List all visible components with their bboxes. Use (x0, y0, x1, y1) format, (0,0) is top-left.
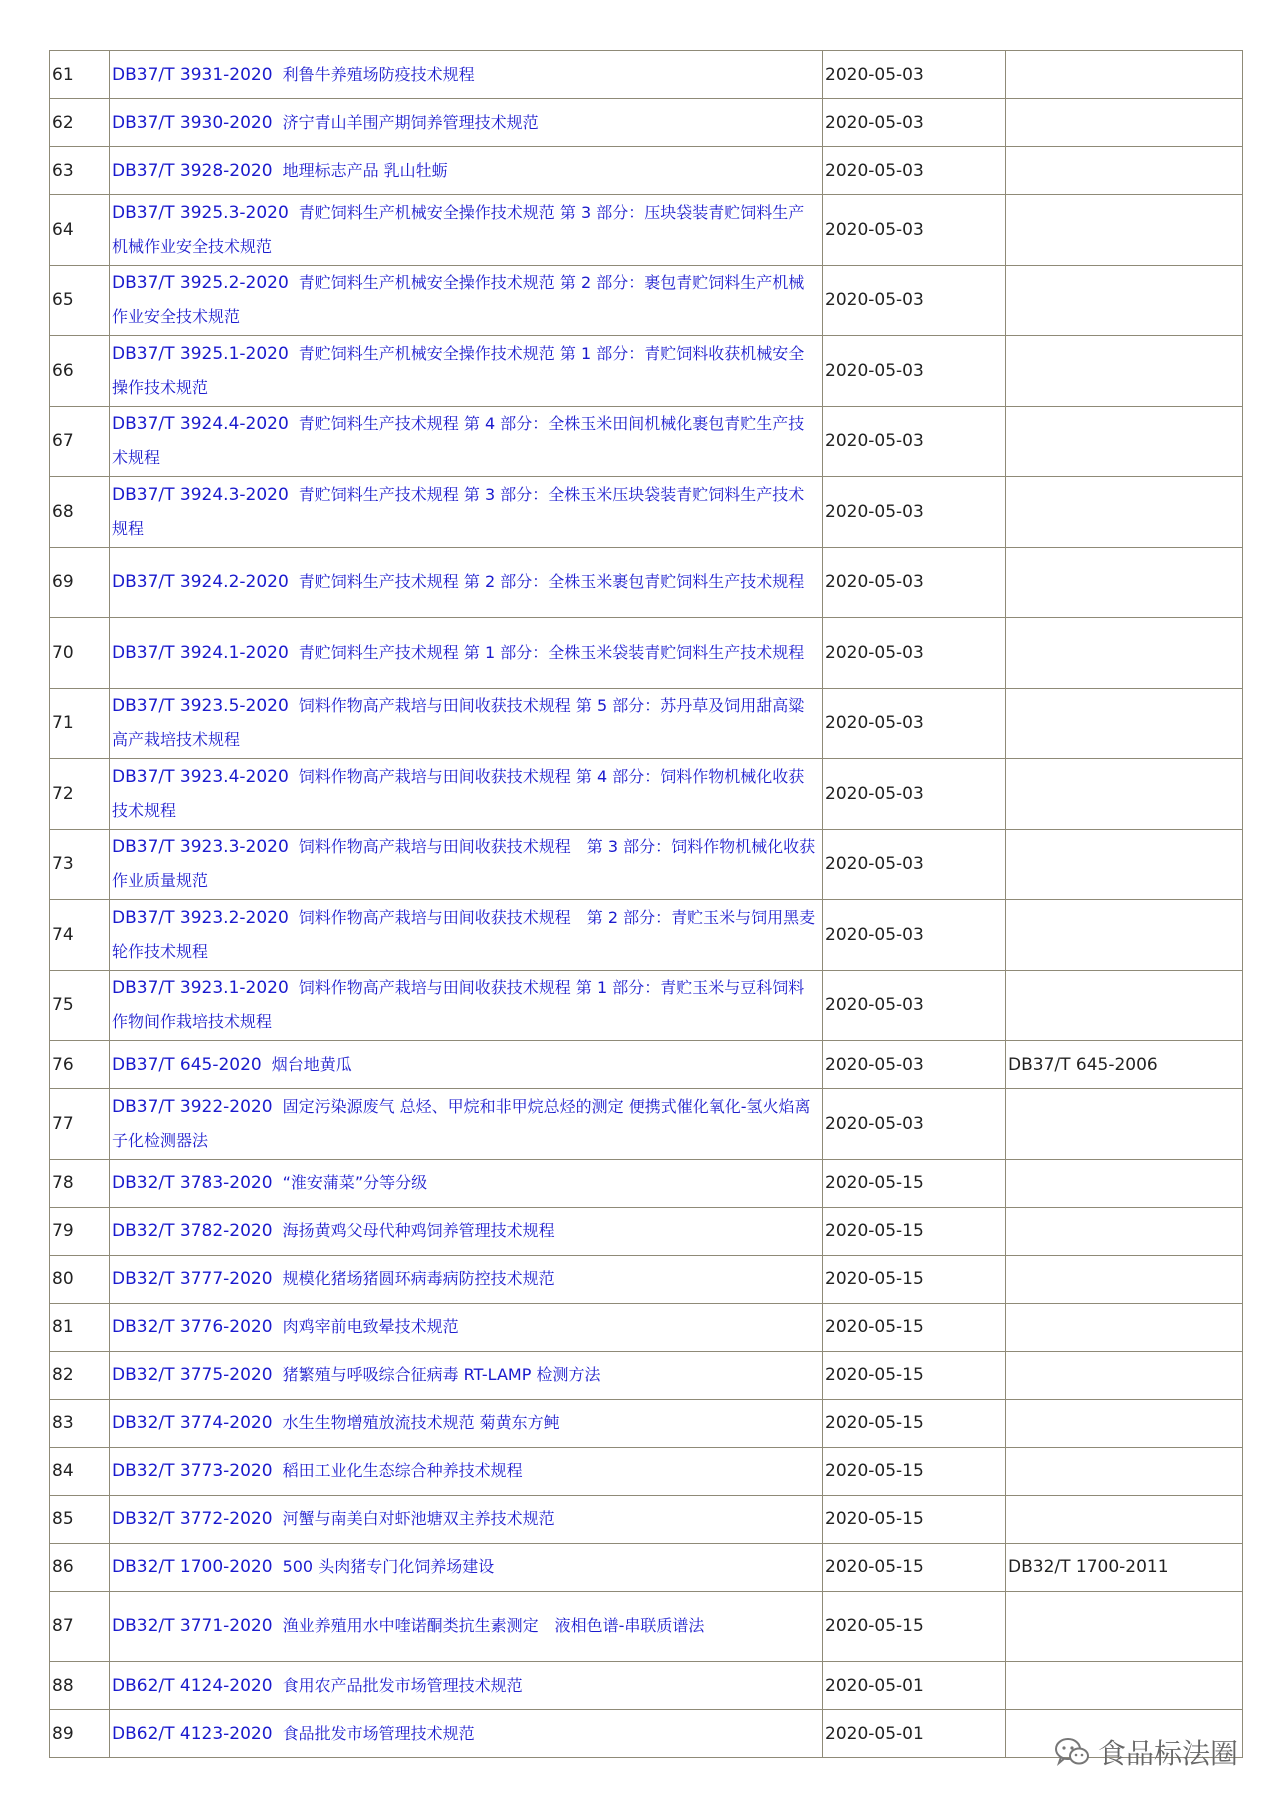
standard-link[interactable] (112, 1509, 555, 1529)
row-number: 76 (50, 1041, 110, 1089)
standard-link[interactable] (112, 978, 804, 1032)
standard-code: DB37/T 3924.3-2020 (112, 484, 289, 505)
standard-title-cell (110, 900, 823, 971)
standard-title-cell (110, 1207, 823, 1255)
table-row (50, 1089, 1243, 1160)
table-row (50, 1591, 1243, 1662)
standard-title-cell (110, 1495, 823, 1543)
implementation-date: 2020-05-15 (823, 1351, 1006, 1399)
table-row (50, 1041, 1243, 1089)
standard-code: DB37/T 3923.2-2020 (112, 907, 289, 928)
standard-title-cell (110, 147, 823, 195)
replaced-standard: DB32/T 1700-2011 (1006, 1543, 1243, 1591)
row-number: 72 (50, 759, 110, 830)
standard-code: DB62/T 4124-2020 (112, 1675, 273, 1696)
replaced-standard (1006, 1303, 1243, 1351)
standard-title-cell (110, 970, 823, 1041)
table-row (50, 1662, 1243, 1710)
implementation-date: 2020-05-03 (823, 759, 1006, 830)
replaced-standard (1006, 99, 1243, 147)
standard-code: DB37/T 3924.2-2020 (112, 572, 289, 593)
standard-code: DB32/T 3776-2020 (112, 1317, 273, 1337)
replaced-standard (1006, 265, 1243, 336)
standard-link[interactable] (112, 1221, 555, 1241)
standard-link[interactable] (112, 1413, 560, 1433)
table-row (50, 406, 1243, 477)
row-number: 73 (50, 829, 110, 900)
standard-title-cell (110, 1089, 823, 1160)
standard-link[interactable] (112, 767, 804, 821)
standard-name: 青贮饲料生产技术规程 第 1 部分：全株玉米袋装青贮饲料生产技术规程 (298, 642, 805, 662)
replaced-standard (1006, 618, 1243, 689)
row-number: 61 (50, 51, 110, 99)
table-row (50, 1303, 1243, 1351)
standard-link[interactable] (112, 837, 815, 891)
row-number: 69 (50, 547, 110, 618)
standard-name: 青贮饲料生产机械安全操作技术规范 第 2 部分：裹包青贮饲料生产机械作业安全技术规范 (112, 273, 805, 327)
standard-link[interactable] (112, 1365, 600, 1385)
standard-title-cell (110, 1662, 823, 1710)
standard-link[interactable] (112, 1055, 352, 1075)
standard-name: 海扬黄鸡父母代种鸡饲养管理技术规程 (282, 1221, 555, 1240)
replaced-standard (1006, 1495, 1243, 1543)
implementation-date: 2020-05-03 (823, 147, 1006, 195)
standard-code: DB37/T 3924.4-2020 (112, 414, 289, 435)
row-number: 70 (50, 618, 110, 689)
standard-link[interactable] (112, 1317, 459, 1337)
replaced-standard (1006, 1662, 1243, 1710)
table-row (50, 195, 1243, 266)
implementation-date: 2020-05-15 (823, 1159, 1006, 1207)
standard-code: DB37/T 645-2020 (112, 1054, 262, 1075)
table-row (50, 547, 1243, 618)
replaced-standard (1006, 688, 1243, 759)
standard-title-cell (110, 829, 823, 900)
standard-code: DB37/T 3924.1-2020 (112, 642, 289, 663)
replaced-standard (1006, 1207, 1243, 1255)
row-number: 79 (50, 1207, 110, 1255)
replaced-standard (1006, 1351, 1243, 1399)
row-number: 63 (50, 147, 110, 195)
standard-name: 饲料作物高产栽培与田间收获技术规程 第 4 部分：饲料作物机械化收获技术规程 (112, 766, 805, 820)
table-row (50, 265, 1243, 336)
standard-name: 河蟹与南美白对虾池塘双主养技术规范 (282, 1509, 555, 1528)
standard-link[interactable] (112, 344, 804, 398)
standard-name: 济宁青山羊围产期饲养管理技术规范 (282, 112, 539, 132)
standard-link[interactable] (112, 908, 815, 962)
row-number: 64 (50, 195, 110, 266)
implementation-date: 2020-05-15 (823, 1495, 1006, 1543)
standard-code: DB37/T 3923.5-2020 (112, 696, 289, 717)
standard-code: DB37/T 3923.1-2020 (112, 978, 289, 999)
row-number: 71 (50, 688, 110, 759)
standard-link[interactable] (112, 485, 804, 539)
implementation-date: 2020-05-03 (823, 477, 1006, 548)
standard-link[interactable] (112, 1676, 523, 1696)
row-number: 74 (50, 900, 110, 971)
standard-title-cell (110, 1543, 823, 1591)
implementation-date: 2020-05-03 (823, 970, 1006, 1041)
table-row (50, 1159, 1243, 1207)
standard-code: DB32/T 3775-2020 (112, 1365, 273, 1385)
row-number: 65 (50, 265, 110, 336)
replaced-standard (1006, 336, 1243, 407)
standard-code: DB37/T 3923.3-2020 (112, 837, 289, 858)
implementation-date: 2020-05-03 (823, 618, 1006, 689)
table-row (50, 477, 1243, 548)
standard-link[interactable] (112, 1097, 811, 1151)
standard-code: DB37/T 3931-2020 (112, 64, 273, 85)
table-row (50, 1495, 1243, 1543)
replaced-standard (1006, 147, 1243, 195)
standard-name: 青贮饲料生产技术规程 第 3 部分：全株玉米压块袋装青贮饲料生产技术规程 (112, 484, 805, 538)
standard-title-cell (110, 99, 823, 147)
table-row (50, 900, 1243, 971)
wechat-icon (1054, 1737, 1090, 1767)
standard-title-cell (110, 618, 823, 689)
standard-code: DB37/T 3925.3-2020 (112, 202, 289, 223)
standard-title-cell (110, 1159, 823, 1207)
standards-table-body (50, 51, 1243, 1758)
standard-name: 饲料作物高产栽培与田间收获技术规程 第 3 部分：饲料作物机械化收获作业质量规范 (112, 837, 816, 891)
implementation-date: 2020-05-03 (823, 1041, 1006, 1089)
standard-title-cell (110, 1351, 823, 1399)
table-row (50, 618, 1243, 689)
standard-name: 规模化猪场猪圆环病毒病防控技术规范 (282, 1269, 555, 1288)
standard-code: DB32/T 3773-2020 (112, 1461, 273, 1481)
standard-name: 食用农产品批发市场管理技术规范 (282, 1675, 523, 1695)
standard-link[interactable] (112, 696, 804, 750)
implementation-date: 2020-05-15 (823, 1303, 1006, 1351)
standard-code: DB37/T 3925.2-2020 (112, 273, 289, 294)
row-number: 85 (50, 1495, 110, 1543)
standard-title-cell (110, 1303, 823, 1351)
standard-name: 地理标志产品 乳山牡蛎 (282, 160, 448, 180)
standard-name: 饲料作物高产栽培与田间收获技术规程 第 1 部分：青贮玉米与豆科饲料作物间作栽培技术规程 (112, 978, 805, 1032)
standard-link[interactable] (112, 1616, 704, 1636)
standard-link[interactable] (112, 1724, 475, 1744)
standard-name: “淮安蒲菜”分等分级 (282, 1173, 428, 1192)
implementation-date: 2020-05-03 (823, 829, 1006, 900)
standard-code: DB37/T 3928-2020 (112, 160, 273, 181)
standard-code: DB32/T 3772-2020 (112, 1509, 273, 1529)
standard-name: 猪繁殖与呼吸综合征病毒 RT-LAMP 检测方法 (282, 1365, 601, 1384)
replaced-standard (1006, 1447, 1243, 1495)
implementation-date: 2020-05-03 (823, 406, 1006, 477)
standard-name: 青贮饲料生产机械安全操作技术规范 第 3 部分：压块袋装青贮饲料生产机械作业安全技术规范 (112, 202, 805, 256)
row-number: 89 (50, 1710, 110, 1758)
standard-link[interactable] (112, 572, 804, 592)
watermark-text: 食品标法圈 (1097, 1737, 1238, 1770)
standard-code: DB37/T 3925.1-2020 (112, 343, 289, 364)
implementation-date: 2020-05-03 (823, 900, 1006, 971)
standard-title-cell (110, 1399, 823, 1447)
table-row (50, 1543, 1243, 1591)
implementation-date: 2020-05-03 (823, 1089, 1006, 1160)
standard-code: DB37/T 3930-2020 (112, 112, 273, 133)
table-row (50, 970, 1243, 1041)
replaced-standard (1006, 1255, 1243, 1303)
standard-name: 青贮饲料生产机械安全操作技术规范 第 1 部分：青贮饲料收获机械安全操作技术规范 (112, 343, 805, 397)
replaced-standard (1006, 1399, 1243, 1447)
standard-link[interactable] (112, 1557, 494, 1577)
standard-name: 500 头肉猪专门化饲养场建设 (282, 1557, 495, 1576)
implementation-date: 2020-05-15 (823, 1447, 1006, 1495)
table-row (50, 688, 1243, 759)
replaced-standard (1006, 477, 1243, 548)
table-row (50, 147, 1243, 195)
replaced-standard (1006, 1591, 1243, 1662)
table-row (50, 1207, 1243, 1255)
row-number: 66 (50, 336, 110, 407)
table-row (50, 1447, 1243, 1495)
row-number: 81 (50, 1303, 110, 1351)
row-number: 84 (50, 1447, 110, 1495)
row-number: 68 (50, 477, 110, 548)
implementation-date: 2020-05-15 (823, 1399, 1006, 1447)
standard-code: DB37/T 3923.4-2020 (112, 766, 289, 787)
implementation-date: 2020-05-03 (823, 195, 1006, 266)
standard-link[interactable] (112, 1461, 523, 1481)
standard-title-cell (110, 1041, 823, 1089)
standard-name: 渔业养殖用水中喹诺酮类抗生素测定 液相色谱-串联质谱法 (282, 1616, 705, 1636)
implementation-date: 2020-05-03 (823, 547, 1006, 618)
standard-title-cell (110, 759, 823, 830)
table-row (50, 336, 1243, 407)
standard-title-cell (110, 1255, 823, 1303)
replaced-standard (1006, 195, 1243, 266)
replaced-standard (1006, 547, 1243, 618)
standard-title-cell (110, 1710, 823, 1758)
table-row (50, 1399, 1243, 1447)
standard-name: 稻田工业化生态综合种养技术规程 (282, 1461, 523, 1480)
implementation-date: 2020-05-01 (823, 1710, 1006, 1758)
standard-title-cell (110, 1591, 823, 1662)
row-number: 80 (50, 1255, 110, 1303)
row-number: 83 (50, 1399, 110, 1447)
standard-name: 饲料作物高产栽培与田间收获技术规程 第 2 部分：青贮玉米与饲用黑麦轮作技术规程 (112, 907, 816, 961)
replaced-standard (1006, 1159, 1243, 1207)
row-number: 75 (50, 970, 110, 1041)
standard-code: DB62/T 4123-2020 (112, 1723, 273, 1744)
standard-link[interactable] (112, 643, 804, 663)
implementation-date: 2020-05-15 (823, 1543, 1006, 1591)
replaced-standard (1006, 829, 1243, 900)
standard-title-cell (110, 336, 823, 407)
standard-name: 饲料作物高产栽培与田间收获技术规程 第 5 部分：苏丹草及饲用甜高粱高产栽培技术规程 (112, 696, 805, 750)
implementation-date: 2020-05-01 (823, 1662, 1006, 1710)
standards-table (49, 50, 1243, 1758)
standard-name: 肉鸡宰前电致晕技术规范 (282, 1317, 459, 1336)
standard-code: DB32/T 1700-2020 (112, 1557, 273, 1577)
standard-name: 利鲁牛养殖场防疫技术规程 (282, 64, 475, 84)
standard-name: 水生生物增殖放流技术规范 菊黄东方鲀 (282, 1413, 560, 1432)
implementation-date: 2020-05-15 (823, 1591, 1006, 1662)
row-number: 87 (50, 1591, 110, 1662)
table-row (50, 829, 1243, 900)
standard-title-cell (110, 477, 823, 548)
replaced-standard (1006, 406, 1243, 477)
row-number: 88 (50, 1662, 110, 1710)
implementation-date: 2020-05-15 (823, 1255, 1006, 1303)
implementation-date: 2020-05-03 (823, 51, 1006, 99)
standard-title-cell (110, 688, 823, 759)
standard-link[interactable] (112, 1269, 555, 1289)
row-number: 67 (50, 406, 110, 477)
standard-code: DB32/T 3771-2020 (112, 1616, 273, 1637)
table-row (50, 1351, 1243, 1399)
table-row (50, 759, 1243, 830)
standard-title-cell (110, 195, 823, 266)
row-number: 86 (50, 1543, 110, 1591)
replaced-standard: DB37/T 645-2006 (1006, 1041, 1243, 1089)
implementation-date: 2020-05-03 (823, 99, 1006, 147)
row-number: 82 (50, 1351, 110, 1399)
row-number: 78 (50, 1159, 110, 1207)
standard-title-cell (110, 1447, 823, 1495)
replaced-standard (1006, 900, 1243, 971)
standard-title-cell (110, 51, 823, 99)
implementation-date: 2020-05-03 (823, 265, 1006, 336)
standard-link[interactable] (112, 414, 804, 468)
replaced-standard (1006, 759, 1243, 830)
implementation-date: 2020-05-03 (823, 336, 1006, 407)
row-number: 62 (50, 99, 110, 147)
standard-name: 食品批发市场管理技术规范 (282, 1723, 475, 1743)
table-row (50, 99, 1243, 147)
standard-link[interactable] (112, 161, 448, 181)
standard-title-cell (110, 406, 823, 477)
watermark (1054, 1732, 1238, 1772)
implementation-date: 2020-05-15 (823, 1207, 1006, 1255)
standard-link[interactable] (112, 65, 475, 85)
standard-code: DB37/T 3922-2020 (112, 1096, 273, 1117)
standard-title-cell (110, 547, 823, 618)
replaced-standard (1006, 970, 1243, 1041)
standard-name: 固定污染源废气 总烃、甲烷和非甲烷总烃的测定 便携式催化氧化-氢火焰离子化检测器法 (112, 1096, 811, 1150)
standard-title-cell (110, 265, 823, 336)
standard-code: DB32/T 3777-2020 (112, 1269, 273, 1289)
table-row (50, 1255, 1243, 1303)
standard-name: 青贮饲料生产技术规程 第 4 部分：全株玉米田间机械化裹包青贮生产技术规程 (112, 414, 805, 468)
standard-code: DB32/T 3782-2020 (112, 1221, 273, 1241)
replaced-standard (1006, 51, 1243, 99)
standard-link[interactable] (112, 273, 804, 327)
standard-code: DB32/T 3783-2020 (112, 1173, 273, 1193)
standard-link[interactable] (112, 1173, 427, 1193)
replaced-standard (1006, 1089, 1243, 1160)
table-row (50, 51, 1243, 99)
standard-name: 烟台地黄瓜 (271, 1054, 352, 1074)
implementation-date: 2020-05-03 (823, 688, 1006, 759)
standard-link[interactable] (112, 113, 539, 133)
standard-link[interactable] (112, 203, 804, 257)
standard-code: DB32/T 3774-2020 (112, 1413, 273, 1433)
standard-name: 青贮饲料生产技术规程 第 2 部分：全株玉米裹包青贮饲料生产技术规程 (298, 572, 805, 592)
row-number: 77 (50, 1089, 110, 1160)
